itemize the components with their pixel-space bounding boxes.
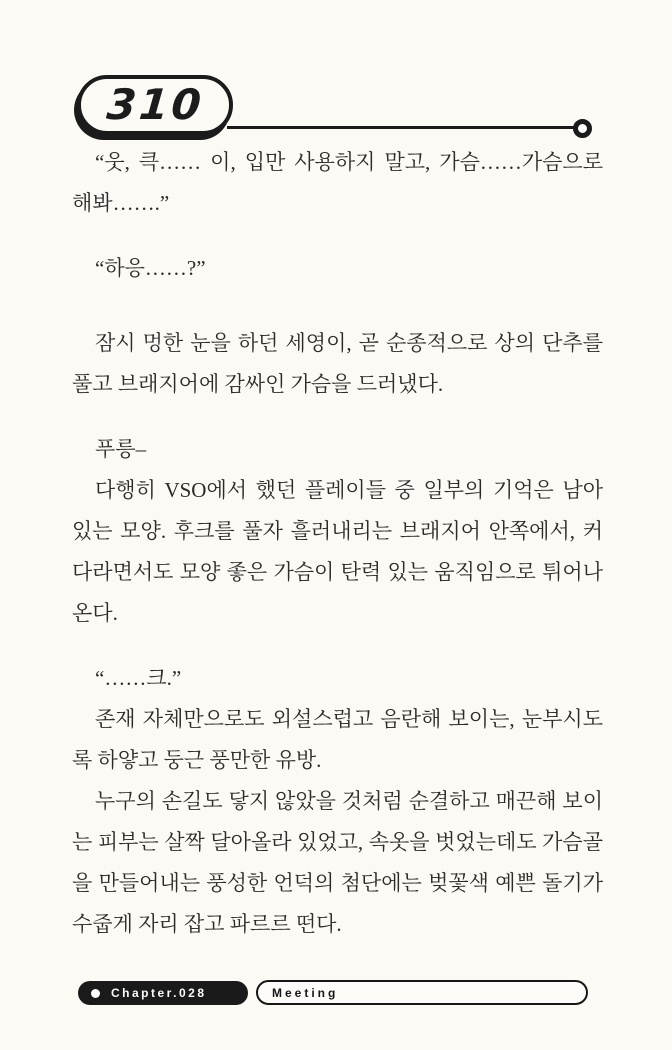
header-ring-icon xyxy=(573,119,592,138)
header-rule-line xyxy=(227,126,584,129)
page-number-badge xyxy=(77,75,233,135)
page-number: 310 xyxy=(104,80,206,129)
body-text xyxy=(72,142,603,945)
paragraph-narration-1: 잠시 멍한 눈을 하던 세영이, 곧 순종적으로 상의 단추를 풀고 브래지어에 감싸인 가슴을 드러냈다. xyxy=(72,331,603,396)
paragraph-narration-2: 다행히 VSO에서 했던 플레이들 중 일부의 기억은 남아 있는 모양. 후크를 풀자 흘러내리는 브래지어 안쪽에서, 커다라면서도 모양 좋은 가슴이 탄력 있는 움직임으로 튀어나온다. xyxy=(72,478,603,625)
paragraph-dialogue-2: “하응……?” xyxy=(95,256,206,280)
chapter-badge xyxy=(78,981,248,1005)
section-title-badge xyxy=(256,980,588,1005)
page-footer xyxy=(78,980,600,1007)
paragraph-narration-4: 누구의 손길도 닿지 않았을 것처럼 순결하고 매끈해 보이는 피부는 살짝 달아올라 있었고, 속옷을 벗었는데도 가슴골을 만들어내는 풍성한 언덕의 첨단에는 벚꽃색 예쁜 돌기가 수줍게 자리 잡고 파르르 떤다. xyxy=(72,789,603,936)
section-title: Meeting xyxy=(272,985,339,1000)
chapter-label: Chapter.028 xyxy=(111,986,207,1000)
page-header xyxy=(77,75,592,137)
paragraph-dialogue-3: “……크.” xyxy=(95,666,182,690)
paragraph-dialogue-1: “웃, 큭…… 이, 입만 사용하지 말고, 가슴……가슴으로 해봐…….” xyxy=(72,150,603,215)
chapter-dot-icon xyxy=(91,989,100,998)
paragraph-narration-3: 존재 자체만으로도 외설스럽고 음란해 보이는, 눈부시도록 하얗고 둥근 풍만한 유방. xyxy=(72,707,603,772)
paragraph-sfx: 푸릉– xyxy=(95,437,147,461)
